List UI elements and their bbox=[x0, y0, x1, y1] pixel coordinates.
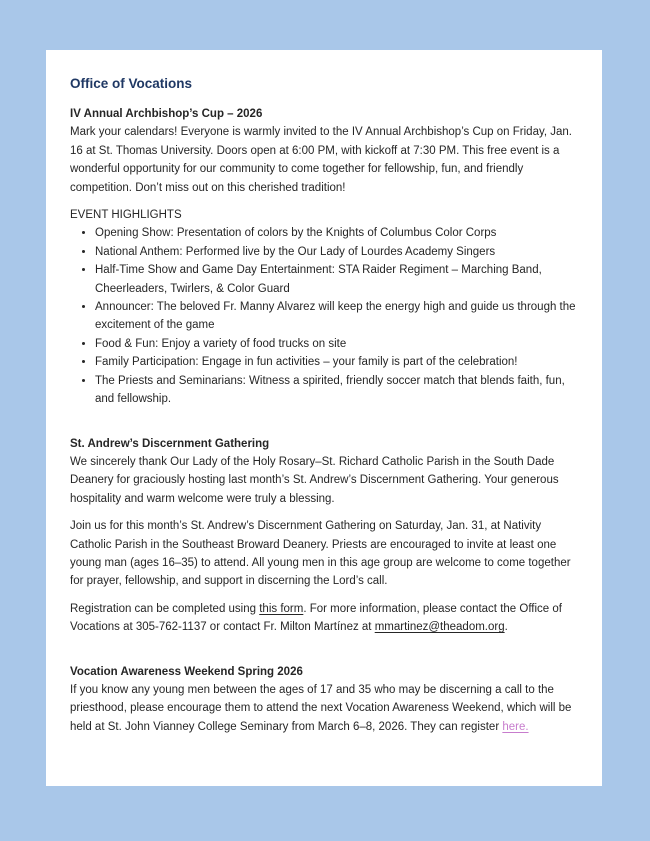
registration-text: . For more information, please contact the Office of Vocations at 305-762-1137 or contact Fr. Milton Martínez at bbox=[70, 602, 562, 634]
list-item: • Half-Time Show and Game Day Entertainment: STA Raider Regiment – Marching Band, Cheerleaders, Twirlers, & Color Guard bbox=[95, 261, 578, 298]
discernment-gathering-heading: St. Andrew’s Discernment Gathering bbox=[70, 437, 270, 450]
event-highlights-label: EVENT HIGHLIGHTS bbox=[70, 209, 182, 222]
registration-text: Registration can be completed using bbox=[70, 602, 260, 615]
archbishops-cup-intro: Mark your calendars! Everyone is warmly invited to the IV Annual Archbishop’s Cup on Friday, Jan. 16 at St. Thomas University. Doors open at 6:00 PM, with kickoff at 7:30 PM. This free event is a wonderful opportunity for our community to come together for fellowship, fun, and friendly competition. Don’t miss out on this cherished tradition! bbox=[70, 126, 572, 194]
list-item: • The Priests and Seminarians: Witness a spirited, friendly soccer match that blends faith, fun, and fellowship. bbox=[95, 372, 578, 409]
invite-paragraph: Join us for this month’s St. Andrew’s Discernment Gathering on Saturday, Jan. 31, at Nativity Catholic Parish in the Southeast Broward Deanery. Priests are encouraged to invite at least one young man (ages 16–35) to attend. All young men in this age group are welcome to come together for prayer, fellowship, and support in discerning the Lord’s call. bbox=[70, 520, 571, 588]
vocation-weekend-heading: Vocation Awareness Weekend Spring 2026 bbox=[70, 665, 303, 678]
section-vocation-weekend bbox=[70, 663, 578, 737]
vocation-weekend-text: If you know any young men between the ages of 17 and 35 who may be discerning a call to the priesthood, please encourage them to attend the next Vocation Awareness Weekend, which will be held at St. John Vianney College Seminary from March 6–8, 2026. They can register bbox=[70, 683, 572, 733]
list-item: • Food & Fun: Enjoy a variety of food trucks on site bbox=[95, 335, 578, 353]
list-item: • Family Participation: Engage in fun activities – your family is part of the celebration! bbox=[95, 353, 578, 371]
section-discernment-gathering bbox=[70, 435, 578, 637]
section-archbishops-cup bbox=[70, 105, 578, 409]
this-form-link[interactable]: this form bbox=[259, 602, 304, 615]
thanks-paragraph: We sincerely thank Our Lady of the Holy Rosary–St. Richard Catholic Parish in the South Dade Deanery for graciously hosting last month’s St. Andrew’s Discernment Gathering. Your generous hospitality and warm welcome were truly a blessing. bbox=[70, 455, 559, 505]
vocation-weekend-paragraph bbox=[70, 681, 578, 736]
event-highlights-list bbox=[70, 224, 578, 408]
list-item: • Opening Show: Presentation of colors by the Knights of Columbus Color Corps bbox=[95, 224, 578, 242]
list-item: • Announcer: The beloved Fr. Manny Alvarez will keep the energy high and guide us through the excitement of the game bbox=[95, 298, 578, 335]
register-here-link[interactable]: here. bbox=[502, 720, 529, 733]
email-link[interactable]: mmartinez@theadom.org bbox=[374, 621, 505, 634]
list-item: • National Anthem: Performed live by the Our Lady of Lourdes Academy Singers bbox=[95, 243, 578, 261]
registration-text: . bbox=[504, 621, 508, 634]
page-title: Office of Vocations bbox=[70, 76, 193, 91]
archbishops-cup-heading: IV Annual Archbishop’s Cup – 2026 bbox=[70, 108, 263, 120]
content-card bbox=[46, 50, 602, 786]
registration-paragraph bbox=[70, 600, 578, 637]
